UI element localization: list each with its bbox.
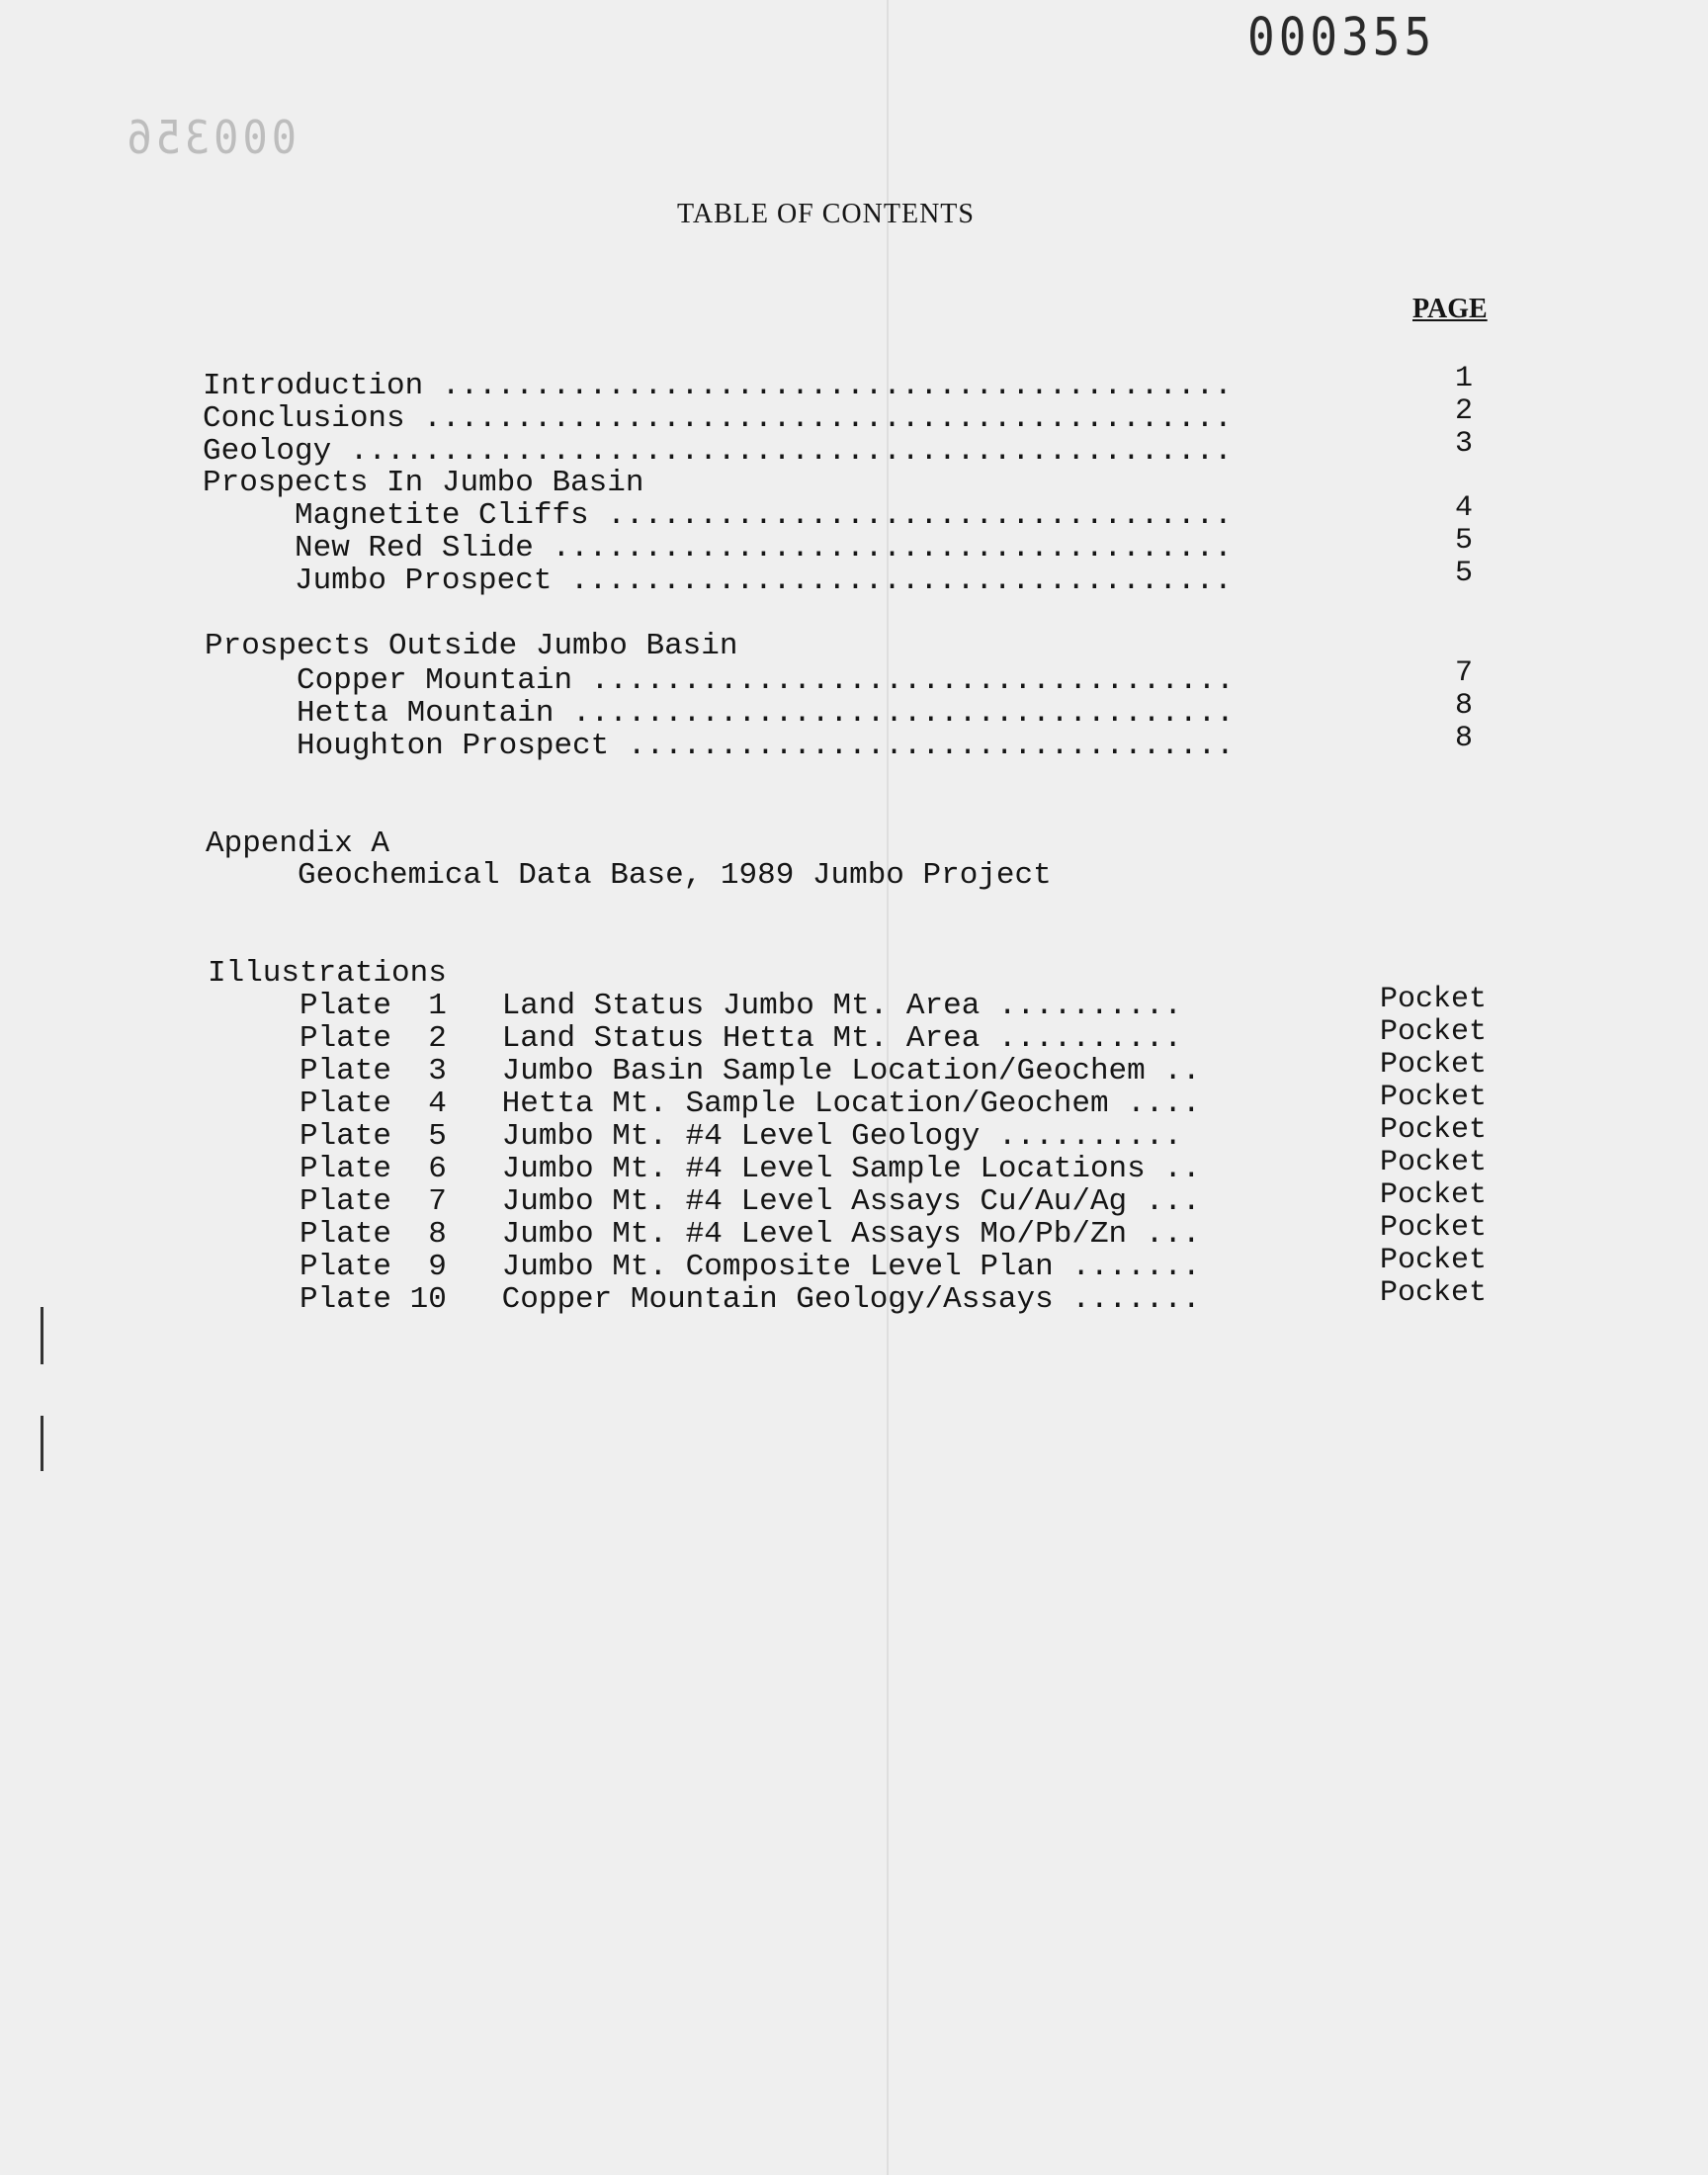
plate-entry-page: Pocket — [1380, 1081, 1488, 1114]
toc-entry-text: Geology ................................................ — [203, 434, 1233, 469]
toc-entry-page: 3 — [1455, 427, 1474, 461]
page-column-header: PAGE — [1412, 294, 1488, 324]
appendix-item: Geochemical Data Base, 1989 Jumbo Project — [206, 858, 1052, 893]
bates-stamp-bleedthrough: 000356 — [123, 111, 297, 164]
plate-entry-page: Pocket — [1380, 1015, 1488, 1049]
plate-entry-text: Plate 2 Land Status Hetta Mt. Area .......... — [208, 1021, 1182, 1056]
toc-entry-page: 5 — [1455, 524, 1474, 558]
plate-entry-text: Plate 7 Jumbo Mt. #4 Level Assays Cu/Au/Ag ... — [208, 1184, 1201, 1219]
plate-entry-text: Plate 9 Jumbo Mt. Composite Level Plan ....... — [208, 1250, 1201, 1284]
toc-entry-page: 8 — [1455, 689, 1474, 723]
plate-entry-page: Pocket — [1380, 1178, 1488, 1212]
toc-entry-text: Jumbo Prospect .................................... — [203, 564, 1233, 598]
plate-entry-text: Plate 5 Jumbo Mt. #4 Level Geology .......... — [208, 1119, 1182, 1154]
plate-entry-text: Plate 3 Jumbo Basin Sample Location/Geochem .. — [208, 1054, 1201, 1088]
toc-entry-page: 8 — [1455, 722, 1474, 755]
toc-section-heading: Prospects In Jumbo Basin — [203, 466, 644, 500]
toc-entry-text: Houghton Prospect ................................. — [205, 729, 1235, 763]
plate-entry-page: Pocket — [1380, 1244, 1488, 1277]
toc-entry-text: Hetta Mountain .................................... — [205, 696, 1235, 731]
plate-entry-text: Plate 1 Land Status Jumbo Mt. Area .......... — [208, 989, 1182, 1023]
toc-entry-page: 5 — [1455, 557, 1474, 590]
toc-entry-text: New Red Slide ..................................... — [203, 531, 1233, 566]
toc-entry-page: 4 — [1455, 491, 1474, 525]
appendix-label: Appendix A — [206, 826, 390, 861]
toc-section-heading: Prospects Outside Jumbo Basin — [205, 629, 738, 663]
plate-entry-text: Plate 8 Jumbo Mt. #4 Level Assays Mo/Pb/Zn ... — [208, 1217, 1201, 1252]
toc-entry-text: Conclusions ............................................ — [203, 401, 1233, 436]
plate-entry-page: Pocket — [1380, 1211, 1488, 1245]
plate-entry-page: Pocket — [1380, 1276, 1488, 1310]
toc-entry-page: 1 — [1455, 362, 1474, 395]
margin-mark — [41, 1307, 43, 1364]
plate-entry-text: Plate 4 Hetta Mt. Sample Location/Geochem .... — [208, 1087, 1201, 1121]
plate-entry-page: Pocket — [1380, 1048, 1488, 1082]
plate-entry-text: Plate 6 Jumbo Mt. #4 Level Sample Locations .. — [208, 1152, 1201, 1186]
toc-entry-page: 7 — [1455, 656, 1474, 690]
page-title: TABLE OF CONTENTS — [677, 199, 975, 229]
illustrations-label: Illustrations — [208, 956, 447, 991]
plate-entry-page: Pocket — [1380, 1113, 1488, 1147]
plate-entry-text: Plate 10 Copper Mountain Geology/Assays ....... — [208, 1282, 1201, 1317]
bates-stamp: 000355 — [1247, 6, 1436, 68]
toc-entry-text: Introduction ........................................... — [203, 369, 1233, 403]
toc-entry-page: 2 — [1455, 394, 1474, 428]
margin-mark — [41, 1416, 43, 1471]
toc-entry-text: Copper Mountain ................................... — [205, 663, 1235, 698]
plate-entry-page: Pocket — [1380, 983, 1488, 1016]
plate-entry-page: Pocket — [1380, 1146, 1488, 1179]
toc-entry-text: Magnetite Cliffs .................................. — [203, 498, 1233, 533]
